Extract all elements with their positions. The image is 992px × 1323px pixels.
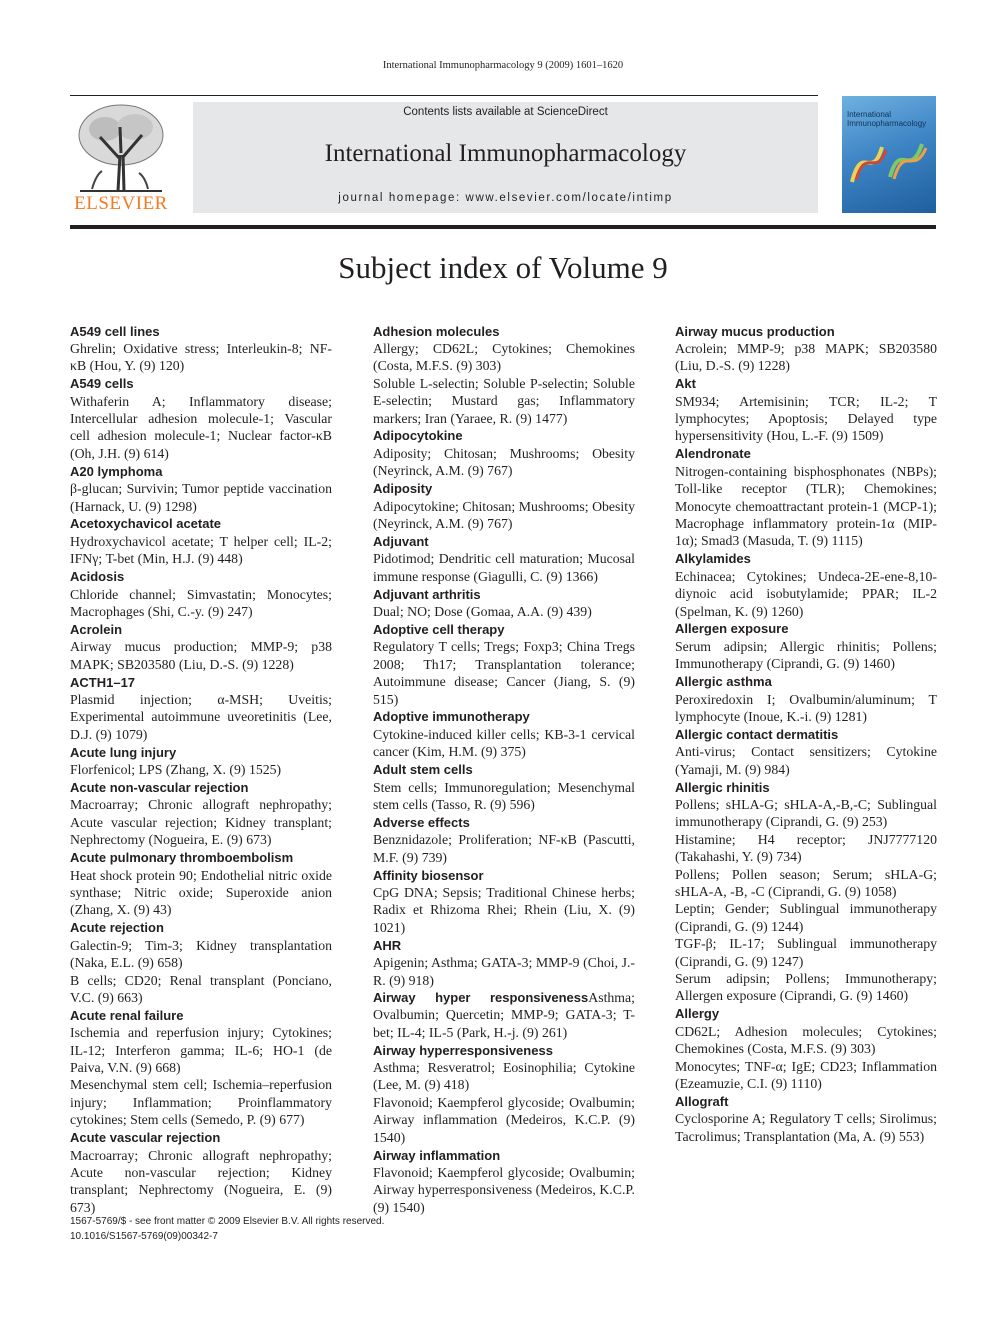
- index-entry: Pollens; sHLA-G; sHLA-A,-B,-C; Sublingual immunotherapy (Ciprandi, G. (9) 253): [675, 796, 937, 830]
- index-entry: SM934; Artemisinin; TCR; IL-2; T lymphocytes; Apoptosis; Delayed type hypersensitivity (Hou, L.-F. (9) 1509): [675, 393, 937, 444]
- index-entry: Adiposity; Chitosan; Mushrooms; Obesity (Neyrinck, A.M. (9) 767): [373, 445, 635, 479]
- index-entry: Regulatory T cells; Tregs; Foxp3; China Tregs 2008; Th17; Transplantation tolerance; Autoimmune disease; Cancer (Jiang, S. (9) 515): [373, 639, 635, 707]
- index-heading: Acidosis: [70, 569, 125, 585]
- index-heading: Affinity biosensor: [373, 867, 484, 883]
- index-entry: Acrolein; MMP-9; p38 MAPK; SB203580 (Liu, D.-S. (9) 1228): [675, 340, 937, 374]
- index-heading: Adjuvant arthritis: [373, 586, 481, 602]
- index-heading: Acute lung injury: [70, 744, 177, 760]
- index-entry: Mesenchymal stem cell; Ischemia–reperfusion injury; Inflammation; Proinflammatory cytokines; Stem cells (Semedo, P. (9) 677): [70, 1077, 332, 1128]
- index-entry: Peroxiredoxin I; Ovalbumin/aluminum; T lymphocyte (Inoue, K.-i. (9) 1281): [675, 691, 937, 724]
- index-entry: Serum adipsin; Pollens; Immunotherapy; Allergen exposure (Ciprandi, G. (9) 1460): [675, 971, 937, 1004]
- index-entry: Echinacea; Cytokines; Undeca-2E-ene-8,10-diynoic acid isobutylamide; PPAR; IL-2 (Spelman, K. (9) 1260): [675, 568, 937, 619]
- cover-title-line2: Immunopharmacology: [847, 119, 927, 128]
- index-entry: Stem cells; Immunoregulation; Mesenchymal stem cells (Tasso, R. (9) 596): [373, 779, 635, 812]
- index-entry: Ghrelin; Oxidative stress; Interleukin-8; NF-κB (Hou, Y. (9) 120): [70, 340, 332, 374]
- index-heading: Allergen exposure: [675, 621, 789, 637]
- index-entry: Chloride channel; Simvastatin; Monocytes; Macrophages (Shi, C.-y. (9) 247): [70, 586, 332, 619]
- index-heading: Akt: [675, 376, 696, 392]
- doi-line[interactable]: 10.1016/S1567-5769(09)00342-7: [70, 1231, 218, 1242]
- index-heading: Allergic rhinitis: [675, 779, 770, 795]
- index-entry: Plasmid injection; α-MSH; Uveitis; Experimental autoimmune uveoretinitis (Lee, D.J. (9) 1079): [70, 692, 332, 742]
- contents-lists-link[interactable]: Contents lists available at ScienceDirect: [403, 106, 608, 118]
- index-entry: Heat shock protein 90; Endothelial nitric oxide synthase; Nitric oxide; Superoxide anion (Zhang, X. (9) 43): [70, 867, 332, 918]
- index-heading: Alendronate: [675, 446, 751, 462]
- journal-homepage-link[interactable]: journal homepage: www.elsevier.com/locate/intimp: [338, 192, 673, 204]
- index-heading: Adiposity: [373, 481, 433, 497]
- index-heading: Allergic contact dermatitis: [675, 726, 839, 742]
- journal-title: International Immunopharmacology: [324, 140, 687, 167]
- index-entry: Serum adipsin; Allergic rhinitis; Pollens; Immunotherapy (Ciprandi, G. (9) 1460): [675, 638, 937, 672]
- index-entry: Florfenicol; LPS (Zhang, X. (9) 1525): [70, 762, 282, 778]
- index-heading: Adoptive immunotherapy: [373, 709, 530, 725]
- index-heading: Allergic asthma: [675, 674, 772, 690]
- index-entry-inline: [373, 989, 635, 1041]
- index-column-2: [373, 322, 635, 1216]
- index-entry: Nitrogen-containing bisphosphonates (NBPs); Toll-like receptor (TLR); Chemokines; Monocyte chemoattractant protein-1 (MCP-1); Macrophage inflammatory protein-1α (MIP-1α); Smad3 (Masuda, T. (9) 1115): [675, 463, 937, 549]
- index-heading: Airway hyperresponsiveness: [373, 1042, 553, 1058]
- index-heading: Acute pulmonary thromboembolism: [70, 850, 294, 866]
- index-heading: Acetoxychavicol acetate: [70, 516, 222, 532]
- index-entry: Flavonoid; Kaempferol glycoside; Ovalbumin; Airway hyperresponsiveness (Medeiros, K.C.P. (9) 1540): [373, 1165, 635, 1215]
- index-entry: Galectin-9; Tim-3; Kidney transplantation (Naka, E.L. (9) 658): [70, 937, 332, 971]
- index-heading: A20 lymphoma: [70, 463, 163, 479]
- index-column-3: [675, 322, 937, 1145]
- index-entry: Benznidazole; Proliferation; NF-κB (Pascutti, M.F. (9) 739): [373, 832, 635, 865]
- index-entry: CD62L; Adhesion molecules; Cytokines; Chemokines (Costa, M.F.S. (9) 303): [675, 1023, 937, 1057]
- index-entry: Histamine; H4 receptor; JNJ7777120 (Takahashi, Y. (9) 734): [675, 831, 937, 865]
- index-heading: Adipocytokine: [373, 428, 463, 444]
- header-top-rule: [70, 95, 818, 96]
- copyright-line: 1567-5769/$ - see front matter © 2009 Elsevier B.V. All rights reserved.: [70, 1216, 385, 1227]
- index-heading: Acute renal failure: [70, 1007, 184, 1023]
- index-entry: Allergy; CD62L; Cytokines; Chemokines (Costa, M.F.S. (9) 303): [373, 340, 635, 374]
- index-heading: A549 cells: [70, 376, 134, 392]
- index-heading: ACTH1–17: [70, 674, 136, 690]
- index-heading: Adult stem cells: [373, 762, 473, 778]
- header-thick-rule: [70, 225, 936, 229]
- index-column-1: [70, 322, 332, 1216]
- index-entry: Leptin; Gender; Sublingual immunotherapy (Ciprandi, G. (9) 1244): [675, 901, 937, 934]
- index-entry: Ischemia and reperfusion injury; Cytokines; IL-12; Interferon gamma; IL-6; HO-1 (de Paiva, V.N. (9) 668): [70, 1025, 332, 1076]
- index-heading: Airway mucus production: [675, 323, 835, 339]
- index-entry: Cytokine-induced killer cells; KB-3-1 cervical cancer (Kim, H.M. (9) 375): [373, 726, 635, 760]
- cover-title-line1: International: [847, 110, 892, 119]
- index-entry: B cells; CD20; Renal transplant (Ponciano, V.C. (9) 663): [70, 972, 332, 1005]
- index-heading: Acute vascular rejection: [70, 1130, 221, 1146]
- index-entry: Flavonoid; Kaempferol glycoside; Ovalbumin; Airway inflammation (Medeiros, K.C.P. (9) 1540): [373, 1094, 635, 1145]
- index-heading: Allergy: [675, 1006, 720, 1022]
- index-entry: Anti-virus; Contact sensitizers; Cytokine (Yamaji, M. (9) 984): [675, 744, 937, 777]
- index-entry: Soluble L-selectin; Soluble P-selectin; Soluble E-selectin; Mustard gas; Inflammatory markers; Iran (Yaraee, R. (9) 1477): [373, 375, 635, 426]
- index-entry: Apigenin; Asthma; GATA-3; MMP-9 (Choi, J.-R. (9) 918): [373, 955, 635, 988]
- journal-banner: [193, 102, 818, 213]
- index-heading: A549 cell lines: [70, 323, 160, 339]
- index-entry: Asthma; Resveratrol; Eosinophilia; Cytokine (Lee, M. (9) 418): [373, 1060, 635, 1093]
- elsevier-logo[interactable]: [70, 97, 172, 215]
- index-entry: Macroarray; Chronic allograft nephropathy; Acute non-vascular rejection; Kidney transplant; Nephrectomy (Nogueira, E. (9) 673): [70, 1147, 332, 1215]
- index-entry-text: Asthma; Ovalbumin; Quercetin; MMP-9; GATA-3; T-bet; IL-4; IL-5 (Park, H.-j. (9) 261): [373, 989, 635, 1040]
- index-entry: TGF-β; IL-17; Sublingual immunotherapy (Ciprandi, G. (9) 1247): [675, 936, 937, 969]
- index-heading: Airway hyper responsiveness: [373, 989, 589, 1005]
- tree-icon: [70, 97, 172, 195]
- journal-cover-thumbnail[interactable]: [842, 96, 936, 213]
- index-entry: CpG DNA; Sepsis; Traditional Chinese herbs; Radix et Rhizoma Rhei; Rhein (Liu, X. (9) 1021): [373, 885, 635, 935]
- journal-citation: International Immunopharmacology 9 (2009) 1601–1620: [382, 60, 624, 71]
- index-entry: β-glucan; Survivin; Tumor peptide vaccination (Harnack, U. (9) 1298): [70, 481, 332, 514]
- index-heading: Alkylamides: [675, 551, 751, 567]
- index-heading: Adverse effects: [373, 814, 470, 830]
- index-entry: Monocytes; TNF-α; IgE; CD23; Inflammation (Ezeamuzie, C.I. (9) 1110): [675, 1058, 937, 1091]
- footer: [70, 1214, 384, 1244]
- index-heading: Acrolein: [70, 621, 123, 637]
- index-entry: Pollens; Pollen season; Serum; sHLA-G; sHLA-A, -B, -C (Ciprandi, G. (9) 1058): [675, 866, 937, 899]
- index-heading: Allograft: [675, 1093, 729, 1109]
- cover-title: [847, 110, 926, 128]
- index-heading: Adoptive cell therapy: [373, 621, 505, 637]
- index-heading: Acute non-vascular rejection: [70, 780, 249, 796]
- index-entry: Dual; NO; Dose (Gomaa, A.A. (9) 439): [373, 604, 592, 619]
- cover-molecule-icon: [842, 132, 936, 192]
- index-heading: Adjuvant: [373, 533, 429, 549]
- index-entry: Withaferin A; Inflammatory disease; Intercellular adhesion molecule-1; Vascular cell adhesion molecule-1; Nuclear factor-κB (Oh, J.H. (9) 614): [70, 393, 332, 461]
- index-entry: Cyclosporine A; Regulatory T cells; Sirolimus; Tacrolimus; Transplantation (Ma, A. (9) 553): [675, 1111, 937, 1144]
- index-entry: Airway mucus production; MMP-9; p38 MAPK; SB203580 (Liu, D.-S. (9) 1228): [70, 639, 332, 672]
- index-heading: Adhesion molecules: [373, 323, 500, 339]
- index-heading: AHR: [373, 937, 402, 953]
- index-entry: Hydroxychavicol acetate; T helper cell; IL-2; IFNγ; T-bet (Min, H.J. (9) 448): [70, 533, 332, 567]
- elsevier-wordmark: ELSEVIER: [74, 193, 168, 214]
- index-entry: Pidotimod; Dendritic cell maturation; Mucosal immune response (Giagulli, C. (9) 1366): [373, 551, 635, 584]
- index-entry: Macroarray; Chronic allograft nephropathy; Acute vascular rejection; Kidney transplant; Nephrectomy (Nogueira, E. (9) 673): [70, 797, 332, 848]
- page-title: Subject index of Volume 9: [338, 250, 668, 285]
- index-heading: Airway inflammation: [373, 1147, 501, 1163]
- index-heading: Acute rejection: [70, 920, 164, 936]
- index-entry: Adipocytokine; Chitosan; Mushrooms; Obesity (Neyrinck, A.M. (9) 767): [373, 498, 635, 531]
